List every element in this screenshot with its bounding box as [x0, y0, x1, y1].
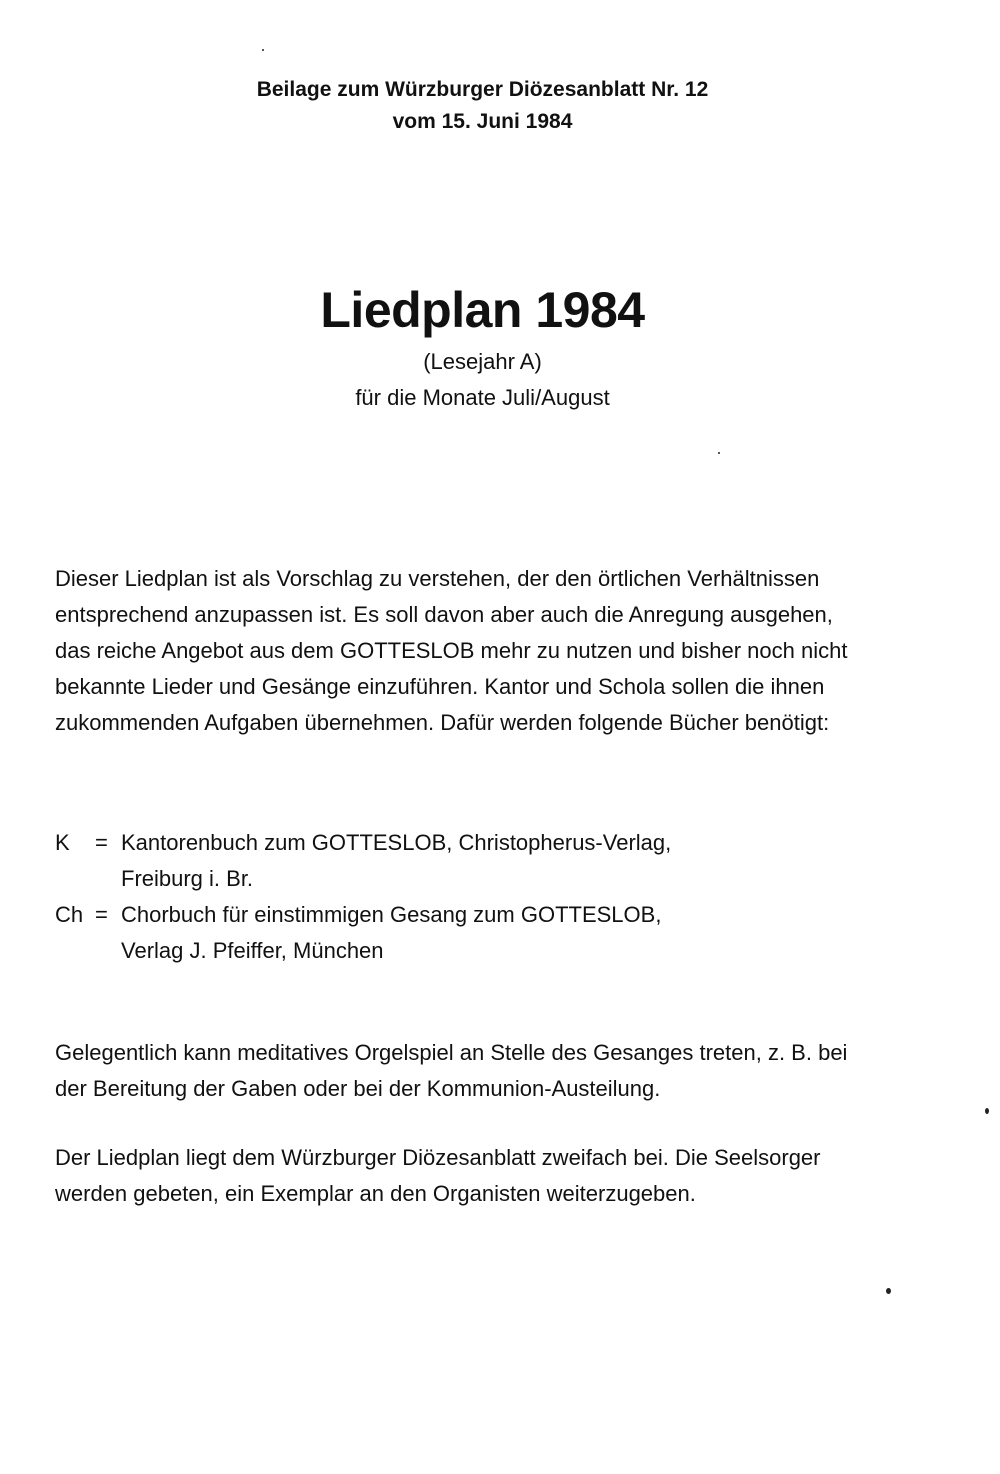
page-title: Liedplan 1984: [320, 282, 645, 338]
header-line-2: vom 15. Juni 1984: [392, 110, 573, 133]
scan-speck: [262, 49, 264, 51]
distribution-note-paragraph: [55, 1140, 925, 1212]
intro-line: zukommenden Aufgaben übernehmen. Dafür werden folgende Bücher benötigt:: [55, 710, 830, 735]
organ-note-line: Gelegentlich kann meditatives Orgelspiel an Stelle des Gesanges treten, z. B. bei: [55, 1040, 848, 1065]
organ-note-paragraph: [55, 1035, 925, 1107]
document-header: [0, 74, 965, 138]
intro-line: entsprechend anzupassen ist. Es soll davon aber auch die Anregung ausgehen,: [55, 602, 833, 627]
intro-line: Dieser Liedplan ist als Vorschlag zu verstehen, der den örtlichen Verhältnissen: [55, 566, 820, 591]
header-line-1: Beilage zum Würzburger Diözesanblatt Nr. 12: [256, 78, 709, 101]
scan-speck: [718, 452, 720, 454]
book-equals: =: [95, 830, 108, 855]
distribution-note-line: werden gebeten, ein Exemplar an den Organisten weiterzugeben.: [55, 1181, 696, 1206]
book-publisher-line: Verlag J. Pfeiffer, München: [121, 938, 384, 963]
scan-speck: [886, 1288, 891, 1294]
book-publisher-line: Freiburg i. Br.: [121, 866, 254, 891]
book-abbreviation: Ch: [55, 902, 84, 927]
book-description: [121, 897, 921, 969]
title-block: [0, 280, 965, 416]
subtitle-lesejahr: (Lesejahr A): [423, 349, 542, 374]
subtitle-months: für die Monate Juli/August: [355, 385, 610, 410]
book-entry-k: [55, 825, 925, 897]
book-equals: =: [95, 902, 108, 927]
book-description: [121, 825, 921, 897]
book-title-line: Kantorenbuch zum GOTTESLOB, Christopherus-Verlag,: [121, 830, 672, 855]
book-entry-ch: [55, 897, 925, 969]
book-title-line: Chorbuch für einstimmigen Gesang zum GOTTESLOB,: [121, 902, 662, 927]
book-abbreviation: K: [55, 830, 70, 855]
book-list: [55, 825, 925, 969]
intro-line: das reiche Angebot aus dem GOTTESLOB mehr zu nutzen und bisher noch nicht: [55, 638, 848, 663]
organ-note-line: der Bereitung der Gaben oder bei der Kommunion-Austeilung.: [55, 1076, 661, 1101]
scan-speck: [985, 1108, 989, 1114]
intro-line: bekannte Lieder und Gesänge einzuführen. Kantor und Schola sollen die ihnen: [55, 674, 825, 699]
distribution-note-line: Der Liedplan liegt dem Würzburger Diözesanblatt zweifach bei. Die Seelsorger: [55, 1145, 821, 1170]
intro-paragraph: [55, 561, 925, 741]
